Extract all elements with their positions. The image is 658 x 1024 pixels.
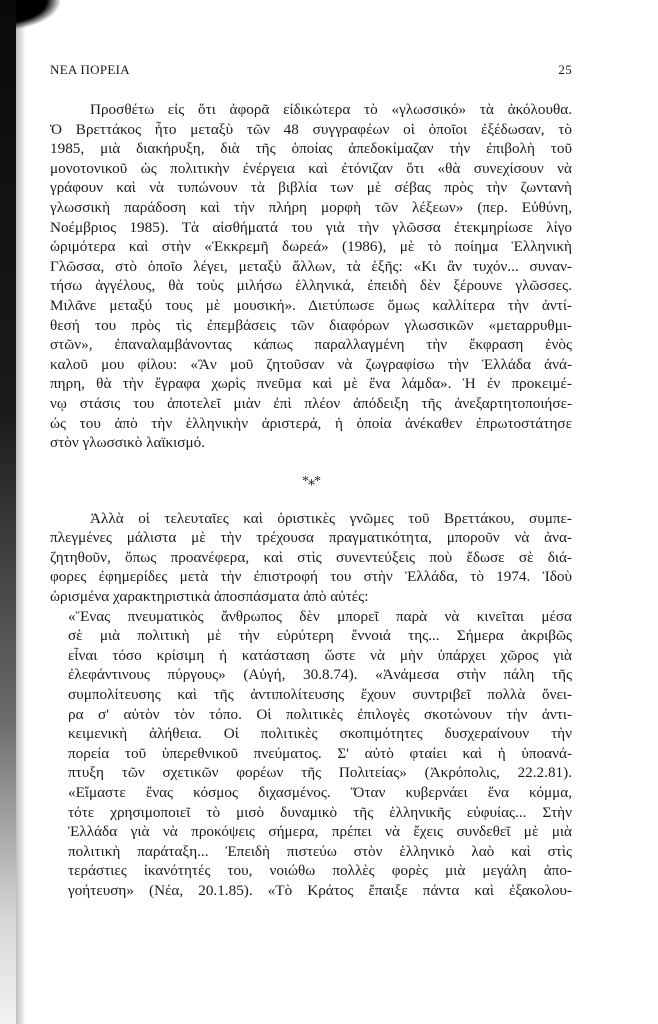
page-number: 25 (558, 62, 572, 77)
quote-line: συμπολίτευσης καὶ τῆς ἀντιπολίτευσης ἔχουν συντριβεῖ πολλὰ ὄνει- (68, 686, 572, 704)
text-line: Νοέμβριος 1985). Τὰ αἰσθήματά του γιὰ τὴν γλῶσσα ἐτεκμηρίωσε λίγο (50, 218, 572, 236)
journal-title: ΝΕΑ ΠΟΡΕΙΑ (50, 62, 130, 77)
text-line: τήσω ἀγγέλους, θὰ τοὺς μιλήσω ἑλληνικά, ἐπειδὴ δὲν ξέρουνε γλῶσσες. (50, 277, 572, 295)
text-line: καλοῦ μου φίλου: «Ἂν μοῦ ζητοῦσαν νὰ ζωγραφίσω τὴν Ἑλλάδα ἀνά- (50, 355, 572, 373)
text-line: πηρη, θὰ τὴν ἔγραφα χωρὶς πνεῦμα καὶ μὲ ἕνα λάμδα». Ἡ ἐν προκειμέ- (50, 375, 572, 393)
text-line: πλεγμένες μάλιστα μὲ τὴν τρέχουσα πραγματικότητα, μποροῦν νὰ ἀνα- (50, 529, 572, 547)
text-line: θεσή του πρὸς τὶς ἐπεμβάσεις τῶν διαφόρων γλωσσικῶν «μεταρρυθμι- (50, 316, 572, 334)
quote-line: Ἑλλάδα γιὰ νὰ προκόψεις σήμερα, πρέπει νὰ ἔχεις συνδεθεῖ μὲ μιὰ (68, 823, 572, 841)
text-line: Ἀλλὰ οἱ τελευταῖες καὶ ὁριστικὲς γνῶμες τοῦ Βρεττάκου, συμπε- (90, 509, 572, 527)
book-binding-edge (0, 0, 16, 1024)
text-line: Ὁ Βρεττάκος ἦτο μεταξὺ τῶν 48 συγγραφέων οἱ ὁποῖοι ἐξέδωσαν, τὸ (50, 120, 572, 138)
text-line: Γλῶσσα, στὸ ὁποῖο λέγει, μεταξὺ ἄλλων, τὰ ἑξῆς: «Κι ἂν τυχόν... συναν- (50, 257, 572, 275)
block-quote-interview-excerpts (50, 607, 572, 901)
text-line: 1985, μιὰ διακήρυξη, διὰ τῆς ὁποίας ἀπεδοκίμαζαν τὴν ἐπιβολὴ τοῦ (50, 140, 572, 158)
quote-line: εἶναι τόσο κρίσιμη ἡ κατάσταση ὥστε νὰ μὴν ὑπάρχει χῶρος γιὰ (68, 646, 572, 664)
quote-line: ρα σ' αὐτὸν τὸν τόπο. Οἱ πολιτικὲς ἐπιλογὲς σκοτώνουν τὴν ἀντι- (68, 705, 572, 723)
text-line: Μιλᾶνε μεταξύ τους μὲ μουσική». Διετύπωσε ὅμως καλλίτερα τὴν ἀντί- (50, 296, 572, 314)
text-line: ζητηθοῦν, ὅπως προανέφερα, καὶ στὶς συνεντεύξεις ποὺ ἔδωσε σὲ διά- (50, 548, 572, 566)
quote-line: γοήτευση» (Νέα, 20.1.85). «Τὸ Κράτος ἔπαιξε πάντα καὶ ἐξακολου- (68, 881, 572, 899)
quote-line: σὲ μιὰ πολιτικὴ μὲ τὴν εὐρύτερη ἔννοιά της... Σήμερα ἀκριβῶς (68, 627, 572, 645)
text-line: στῶν», ἐπαναλαμβάνοντας κάπως παραλλαγμένη τὴν ἔκφραση ἑνὸς (50, 336, 572, 354)
quote-line: «Ἕνας πνευματικὸς ἄνθρωπος δὲν μπορεῖ παρὰ νὰ κινεῖται μέσα (68, 607, 572, 625)
quote-line: πορεία τοῦ ὑπερεθνικοῦ πνεύματος. Σ' αὐτὸ φταίει καὶ ἡ ὑποανά- (68, 744, 572, 762)
text-line: μονοτονικοῦ ὡς πολιτικὴν ἐνέργεια καὶ ἐτόνιζαν ὅτι «θὰ συνεχίσουν νὰ (50, 159, 572, 177)
text-line: ώς του ἀπὸ τὴν ἑλληνικὴν ἀριστερά, ἡ ὁποία ἀνέκαθεν ἐπρωτοστάτησε (50, 414, 572, 432)
text-line: στὸν γλωσσικὸ λαϊκισμό. (50, 434, 205, 452)
quote-line: πολιτικὴ παράταξη... Ἐπειδὴ πιστεύω στὸν ἑλληνικὸ λαὸ καὶ στὶς (68, 842, 572, 860)
text-line: φορες ἐφημερίδες μετὰ τὴν ἐπιστροφή του στὴν Ἑλλάδα, τὸ 1974. Ἰδοὺ (50, 568, 572, 586)
text-line: Προσθέτω εἰς ὅτι ἀφορᾶ εἰδικώτερα τὸ «γλωσσικό» τὰ ἀκόλουθα. (90, 101, 572, 118)
section-separator-asterisks: *⁎* (302, 473, 320, 489)
running-head (50, 62, 572, 78)
text-line: νῳ στάσις του ἀποτελεῖ μιὰν ἐπὶ πλέον ἀπόδειξη τῆς ἀνεξαρτητοποιήσε- (50, 394, 572, 412)
page-body (50, 100, 572, 901)
quote-line: κειμενικὴ ἀλήθεια. Οἱ πολιτικὲς σκοπιμότητες δυσχεραίνουν τὴν (68, 725, 572, 743)
quote-line: «Εἴμαστε ἕνας κόσμος διχασμένος. Ὅταν κυβερνάει ἕνα κόμμα, (68, 784, 572, 801)
quote-line: ἐλεφάντινους πύργους» (Αὐγή, 30.8.74). «Ἀνάμεσα στὴν πάλη τῆς (68, 666, 572, 684)
text-line: γλωσσικὴ παράδοση καὶ τὴν πλήρη μορφὴ τῶν λέξεων» (περ. Εὐθύνη, (50, 198, 572, 216)
binding-shadow (16, 0, 26, 1024)
quote-line: πτυξη τῶν σχετικῶν φορέων τῆς Πολιτείας» (Ἀκρόπολις, 22.2.81). (68, 764, 572, 782)
quote-line: τότε χρησιμοποιεῖ τὸ μισὸ δυναμικὸ τῆς ἑλληνικῆς εὐφυίας... Στὴν (68, 803, 572, 821)
paragraph-interviews-intro (50, 509, 572, 607)
text-line: γράφουν καὶ νὰ τυπώνουν τὰ βιβλία των μὲ σέβας πρὸς τὴν ζωντανὴ (50, 179, 572, 197)
text-line: ὡρισμένα χαρακτηριστικὰ ἀποσπάσματα ἀπὸ αὐτές: (50, 588, 369, 606)
paragraph-language-question (50, 100, 572, 453)
text-line: ὡριμότερα καὶ στὴν «Ἐκκρεμῆ δωρεά» (1986), μὲ τὸ ποίημα Ἑλληνικὴ (50, 238, 572, 256)
quote-line: τεράστιες ἱκανότητές του, νοιώθω πολλὲς φορὲς μιὰ μεγάλη ἀπο- (68, 862, 572, 880)
